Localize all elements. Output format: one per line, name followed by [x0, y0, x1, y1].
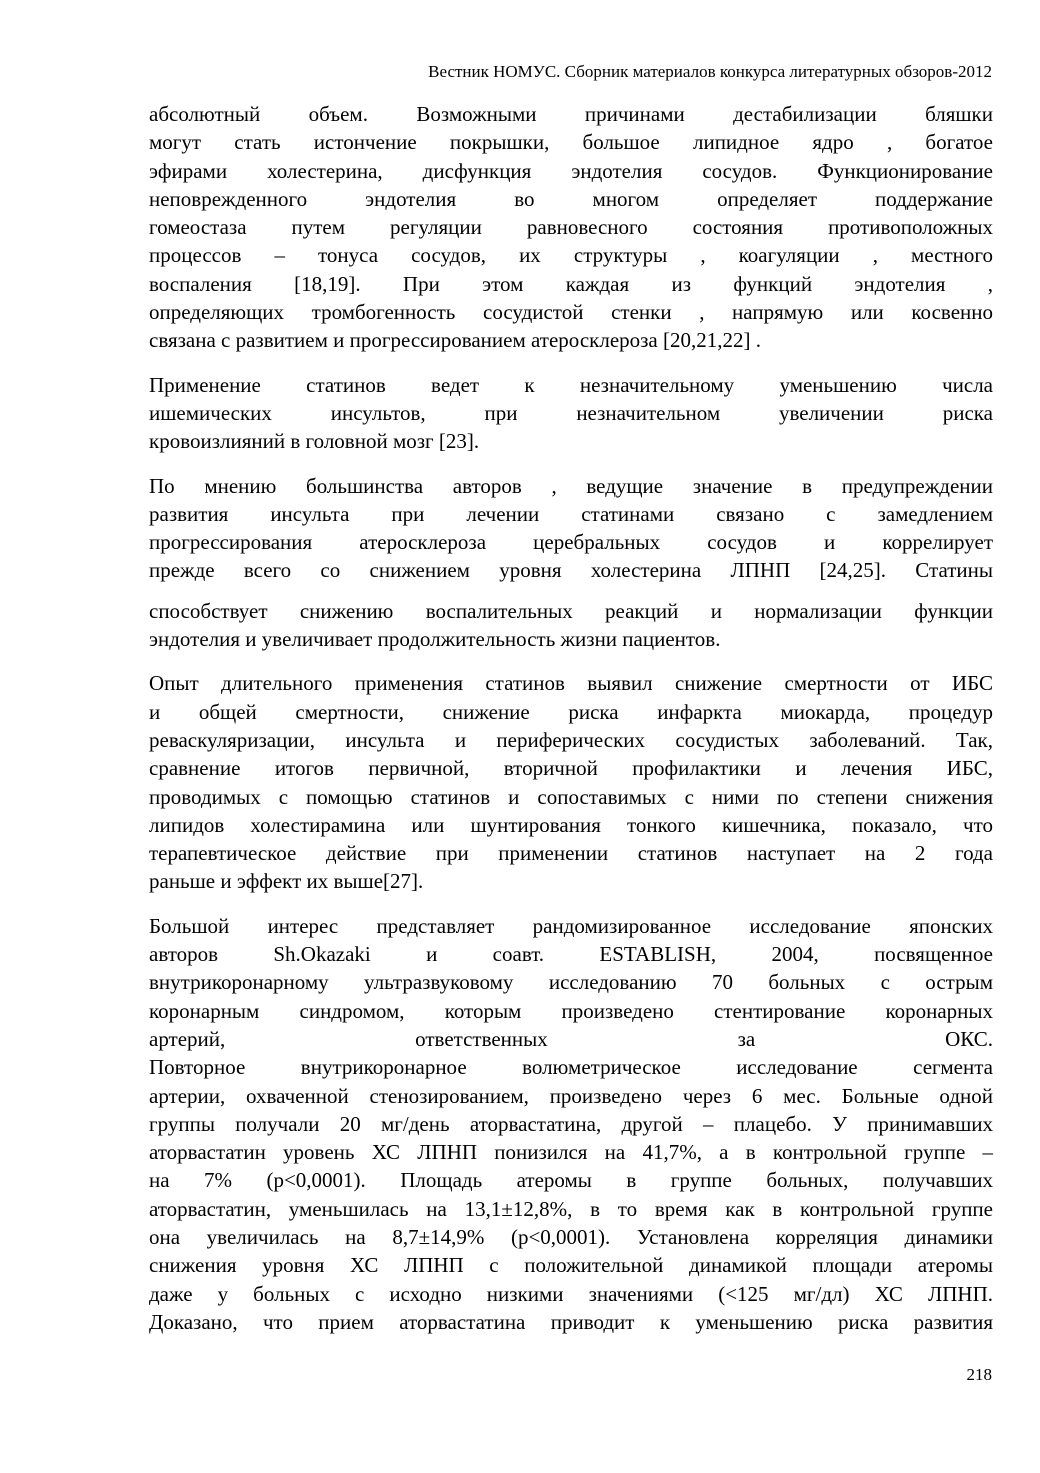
text-line: аторвастатин уровень ХС ЛПНП понизился на 41,7%, а в контрольной группе – — [149, 1140, 993, 1165]
text-line: прогрессирования атеросклероза церебральных сосудов и коррелирует — [149, 530, 993, 555]
text-line: ишемических инсультов, при незначительном увеличении риска — [149, 400, 993, 425]
text-line: даже у больных с исходно низкими значениями (<125 мг/дл) ХС ЛПНП. — [149, 1281, 993, 1306]
paragraph-statins-stroke — [149, 371, 993, 456]
text-line: развития инсульта при лечении статинами связано с замедлением — [149, 501, 993, 526]
paragraph-establish-study — [149, 912, 993, 1336]
text-line: связана с развитием и прогрессированием атеросклероза [20,21,22] . — [149, 328, 761, 353]
text-line: липидов холестирамина или шунтирования тонкого кишечника, показало, что — [149, 812, 993, 837]
text-line: абсолютный объем. Возможными причинами дестабилизации бляшки — [149, 102, 993, 126]
text-line: и общей смертности, снижение риска инфаркта миокарда, процедур — [149, 699, 993, 724]
text-line: внутрикоронарному ультразвуковому исследованию 70 больных с острым — [149, 970, 993, 995]
text-line: авторов Sh.Okazaki и соавт. ESTABLISH, 2004, посвященное — [149, 942, 993, 967]
text-line: терапевтическое действие при применении статинов наступает на 2 года — [149, 841, 993, 866]
text-line: раньше и эффект их выше[27]. — [149, 869, 424, 894]
text-line: воспаления [18,19]. При этом каждая из функций эндотелия , — [149, 271, 993, 296]
text-line: на 7% (p<0,0001). Площадь атеромы в группе больных, получавших — [149, 1168, 993, 1193]
text-line: снижения уровня ХС ЛПНП с положительной динамикой площади атеромы — [149, 1253, 993, 1278]
text-line: артерии, охваченной стенозированием, произведено через 6 мес. Больные одной — [149, 1083, 993, 1108]
text-line: реваскуляризации, инсульта и периферических сосудистых заболеваний. Так, — [149, 727, 993, 752]
paragraph-plaque-destabilization — [149, 100, 993, 355]
paragraph-authors-opinion — [149, 472, 993, 585]
text-line: проводимых с помощью статинов и сопоставимых с ними по степени снижения — [149, 784, 993, 809]
text-line: процессов – тонуса сосудов, их структуры , коагуляции , местного — [149, 243, 993, 268]
text-line: кровоизлияний в головной мозг [23]. — [149, 429, 480, 454]
text-line: могут стать истончение покрышки, большое липидное ядро , богатое — [149, 130, 993, 155]
paragraph-inflammation — [149, 597, 993, 654]
body-text — [149, 100, 993, 1336]
text-line: гомеостаза путем регуляции равновесного состояния противоположных — [149, 215, 993, 240]
page-number: 218 — [966, 1365, 992, 1384]
text-line: эндотелия и увеличивает продолжительность жизни пациентов. — [149, 627, 721, 652]
text-line: она увеличилась на 8,7±14,9% (p<0,0001). Установлена корреляция динамики — [149, 1224, 993, 1249]
journal-header: Вестник НОМУС. Сборник материалов конкурса литературных обзоров-2012 — [428, 62, 992, 81]
text-line: Доказано, что прием аторвастатина приводит к уменьшению риска развития — [149, 1309, 993, 1334]
text-line: сравнение итогов первичной, вторичной профилактики и лечения ИБС, — [149, 756, 993, 781]
text-line: способствует снижению воспалительных реакций и нормализации функции — [149, 598, 993, 623]
text-line: Повторное внутрикоронарное волюметрическое исследование сегмента — [149, 1055, 993, 1080]
text-line: Опыт длительного применения статинов выявил снижение смертности от ИБС — [149, 671, 993, 696]
paragraph-long-term-experience — [149, 669, 993, 895]
text-line: эфирами холестерина, дисфункция эндотелия сосудов. Функционирование — [149, 158, 993, 183]
text-line: Применение статинов ведет к незначительному уменьшению числа — [149, 372, 993, 397]
text-line: По мнению большинства авторов , ведущие значение в предупреждении — [149, 473, 993, 498]
text-line: коронарным синдромом, которым произведено стентирование коронарных — [149, 998, 993, 1023]
text-line: неповрежденного эндотелия во многом определяет поддержание — [149, 186, 993, 211]
text-line: определяющих тромбогенность сосудистой стенки , напрямую или косвенно — [149, 300, 993, 325]
text-line: артерий, ответственных за ОКС. — [149, 1026, 993, 1051]
text-line: прежде всего со снижением уровня холестерина ЛПНП [24,25]. Статины — [149, 558, 993, 583]
text-line: аторвастатин, уменьшилась на 13,1±12,8%, в то время как в контрольной группе — [149, 1196, 993, 1221]
text-line: Большой интерес представляет рандомизированное исследование японских — [149, 913, 993, 938]
text-line: группы получали 20 мг/день аторвастатина, другой – плацебо. У принимавших — [149, 1111, 993, 1136]
